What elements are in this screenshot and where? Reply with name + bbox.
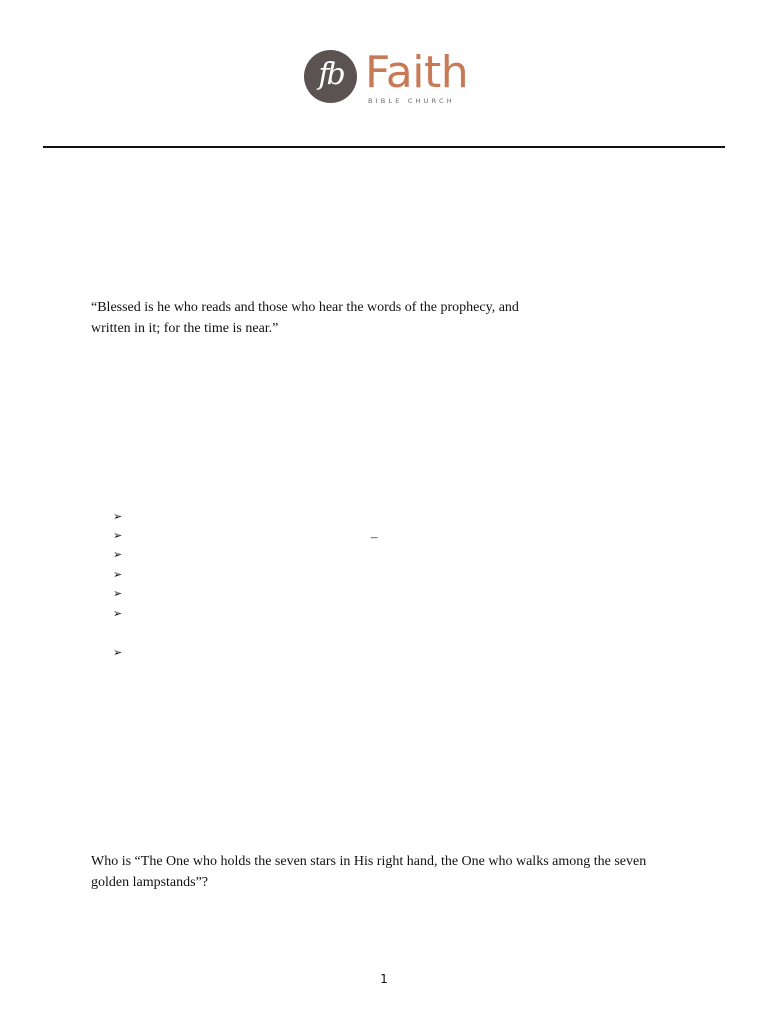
page-number: 1 [380, 972, 388, 986]
bullet-marker-2: ➢ [113, 529, 123, 542]
blank-dash: – [371, 529, 378, 544]
bullet-marker-4: ➢ [113, 568, 123, 581]
bullet-marker-5: ➢ [113, 587, 123, 600]
bullet-marker-7: ➢ [113, 646, 123, 659]
faith-bible-church-logo [304, 47, 474, 106]
study-question [91, 851, 701, 893]
bullet-marker-6: ➢ [113, 607, 123, 620]
bullet-marker-3: ➢ [113, 548, 123, 561]
bullet-marker-1: ➢ [113, 510, 123, 523]
quote-line-1: “Blessed is he who reads and those who hear the words of the prophecy, and [91, 300, 519, 315]
question-line-2: golden lampstands”? [91, 875, 209, 890]
question-line-1: Who is “The One who holds the seven stars in His right hand, the One who walks among the seven [91, 854, 647, 869]
quote-line-2: written in it; for the time is near.” [91, 321, 279, 336]
header-divider [43, 146, 725, 148]
logo-wordmark: Faith [365, 47, 469, 98]
logo-subtitle: BIBLE CHURCH [368, 97, 455, 105]
scripture-quote [91, 297, 591, 339]
logo-monogram: fb [318, 57, 343, 92]
